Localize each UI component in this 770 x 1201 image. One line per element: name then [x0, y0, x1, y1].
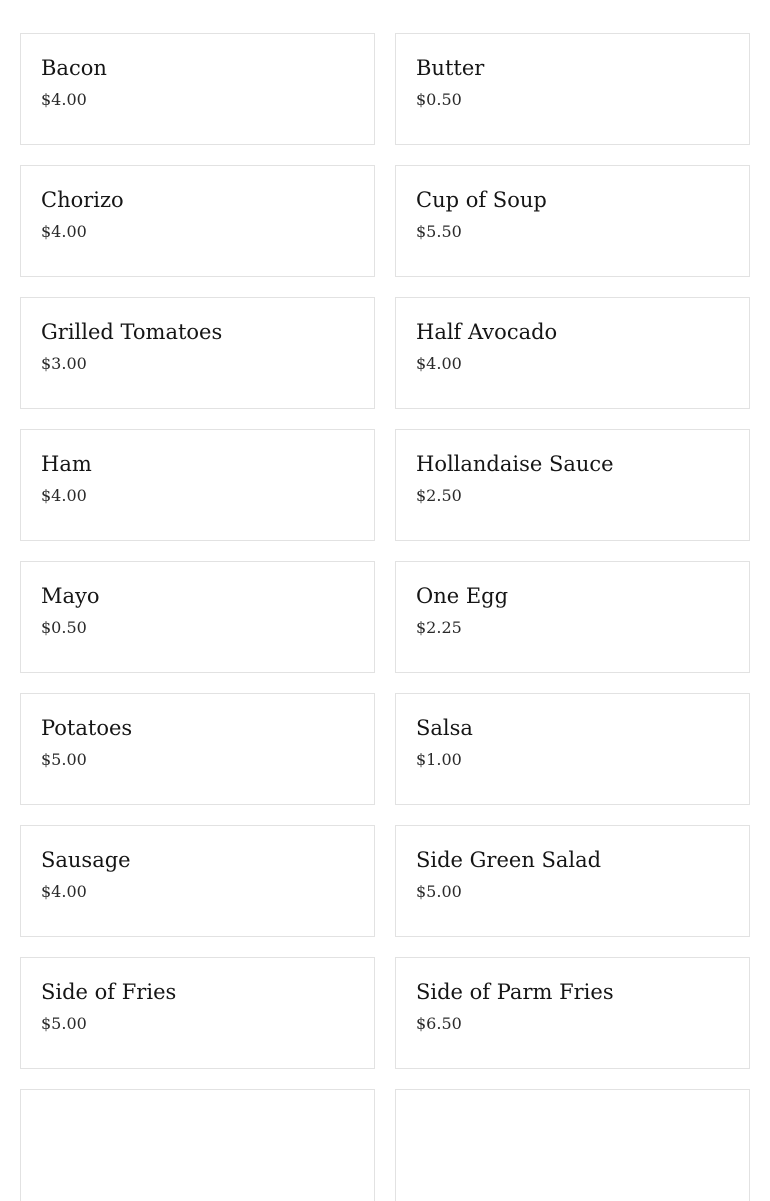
menu-item-card[interactable]: [20, 957, 375, 1069]
item-price: $1.00: [416, 750, 462, 769]
item-name: Side of Parm Fries: [416, 980, 614, 1004]
item-price: $4.00: [41, 90, 87, 109]
item-name: One Egg: [416, 584, 509, 608]
item-price: $3.00: [41, 354, 87, 373]
item-name: Ham: [41, 452, 92, 476]
item-name: Cup of Soup: [416, 188, 547, 212]
item-price: $4.00: [41, 882, 87, 901]
item-name: Salsa: [416, 716, 473, 740]
item-price: $2.25: [416, 618, 462, 637]
menu-item-card-partial[interactable]: [395, 1089, 750, 1201]
menu-item-card[interactable]: [395, 825, 750, 937]
menu-item-card[interactable]: [395, 165, 750, 277]
menu-item-card[interactable]: [395, 693, 750, 805]
menu-item-card[interactable]: [20, 693, 375, 805]
item-price: $0.50: [41, 618, 87, 637]
menu-item-card[interactable]: [395, 33, 750, 145]
menu-item-card[interactable]: [395, 957, 750, 1069]
item-price: $6.50: [416, 1014, 462, 1033]
item-name: Side of Fries: [41, 980, 177, 1004]
item-name: Sausage: [41, 848, 131, 872]
menu-item-grid: [20, 33, 750, 1201]
item-name: Mayo: [41, 584, 100, 608]
menu-item-card[interactable]: [395, 297, 750, 409]
menu-item-card[interactable]: [395, 561, 750, 673]
menu-item-card[interactable]: [20, 165, 375, 277]
item-price: $4.00: [41, 486, 87, 505]
item-name: Butter: [416, 56, 485, 80]
menu-item-card[interactable]: [20, 33, 375, 145]
item-price: $2.50: [416, 486, 462, 505]
menu-item-card[interactable]: [20, 297, 375, 409]
item-price: $0.50: [416, 90, 462, 109]
item-name: Side Green Salad: [416, 848, 602, 872]
item-name: Half Avocado: [416, 320, 558, 344]
menu-item-card[interactable]: [20, 825, 375, 937]
item-name: Chorizo: [41, 188, 124, 212]
item-price: $5.00: [41, 1014, 87, 1033]
menu-item-card[interactable]: [20, 429, 375, 541]
item-price: $5.00: [41, 750, 87, 769]
item-price: $5.00: [416, 882, 462, 901]
item-price: $4.00: [416, 354, 462, 373]
item-name: Potatoes: [41, 716, 133, 740]
item-price: $4.00: [41, 222, 87, 241]
item-price: $5.50: [416, 222, 462, 241]
menu-item-card[interactable]: [395, 429, 750, 541]
menu-item-card[interactable]: [20, 561, 375, 673]
item-name: Bacon: [41, 56, 107, 80]
menu-item-card-partial[interactable]: [20, 1089, 375, 1201]
item-name: Grilled Tomatoes: [41, 320, 223, 344]
item-name: Hollandaise Sauce: [416, 452, 614, 476]
